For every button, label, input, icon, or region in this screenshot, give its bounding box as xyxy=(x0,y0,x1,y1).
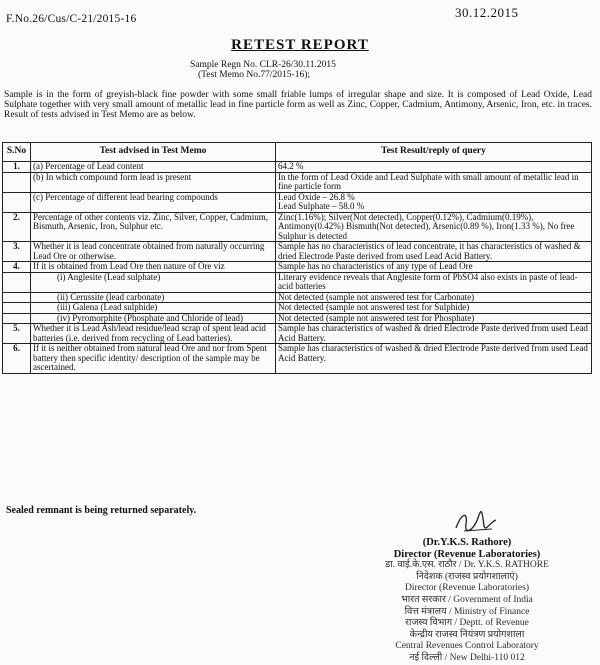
row-result: 64.2 % xyxy=(276,162,592,173)
report-date: 30.12.2015 xyxy=(455,5,519,20)
row-sno xyxy=(3,303,31,314)
table-row xyxy=(3,303,592,314)
row-result: Sample has no characteristics of any type of Lead Ore xyxy=(276,262,592,273)
row-result: Lead Oxide – 26.8 % Lead Sulphate – 58.0 % xyxy=(276,192,592,212)
header-sno: S.No xyxy=(3,143,31,162)
row-test: Whether it is lead concentrate obtained from naturally occurring Lead Ore or otherwise. xyxy=(31,242,276,262)
row-sno: 6. xyxy=(3,344,31,374)
test-memo-no: (Test Memo No.77/2015-16); xyxy=(198,70,311,80)
row-test: (iii) Galena (Lead sulphide) xyxy=(31,303,276,314)
table-row xyxy=(3,344,592,374)
file-number: F.No.26/Cus/C-21/2015-16 xyxy=(6,13,137,25)
row-test: (c) Percentage of different lead bearing compounds xyxy=(31,192,276,212)
row-test: (iv) Pyromorphite (Phosphate and Chloride of lead) xyxy=(31,313,276,324)
row-result: Not detected (sample not answered test for Phosphate) xyxy=(276,313,592,324)
stamp-line: राजस्व विभाग / Deptt. of Revenue xyxy=(405,618,529,629)
row-result: In the form of Lead Oxide and Lead Sulphate with small amount of metallic lead in fine particle form xyxy=(276,172,592,192)
row-test: Percentage of other contents viz. Zinc, Silver, Copper, Cadmium, Bismuth, Arsenic, Iron, Sulphur etc. xyxy=(31,212,276,242)
header-result: Test Result/reply of query xyxy=(276,143,592,162)
table-row xyxy=(3,242,592,262)
signatory-name: (Dr.Y.K.S. Rathore) xyxy=(422,537,512,548)
stamp-line: Director (Revenue Laboratories) xyxy=(405,583,529,594)
table-row xyxy=(3,324,592,344)
table-row xyxy=(3,212,592,242)
stamp-line: भारत सरकार / Government of India xyxy=(401,594,533,605)
official-stamp xyxy=(342,560,592,664)
table-row xyxy=(3,162,592,173)
row-test: Whether it is Lead Ash/lead residue/lead scrap of spent lead acid batteries (i.e. derived from recycling of Lead batteries). xyxy=(31,324,276,344)
table-row xyxy=(3,262,592,273)
row-sno: 4. xyxy=(3,262,31,273)
row-result: Sample has characteristics of washed & dried Electrode Paste derived from used Lead Acid Battery. xyxy=(276,324,592,344)
row-result: Not detected (sample not answered test for Sulphide) xyxy=(276,303,592,314)
stamp-line: डा. वाई.के.एस. राठौर / Dr. Y.K.S. RATHORE xyxy=(385,560,549,571)
row-sno: 2. xyxy=(3,212,31,242)
sealed-remnant-note: Sealed remnant is being returned separately. xyxy=(6,505,197,516)
row-result: Zinc(1.16%); Silver(Not detected), Copper(0.12%), Cadmium(0.19%), Antimony(0.42%) Bismuth(Not detected), Arsenic(0.89 %), Iron(1.33 %), No free Sulphur is detected xyxy=(276,212,592,242)
signature-block xyxy=(342,537,592,665)
table-row xyxy=(3,313,592,324)
row-sno xyxy=(3,192,31,212)
stamp-line: Central Revenues Control Laboratory xyxy=(395,641,539,652)
results-table xyxy=(2,142,592,374)
row-test: If it is neither obtained from natural lead Ore and nor from Spent battery then specific identity/ description of the sample may be ascertained. xyxy=(31,344,276,374)
table-header-row xyxy=(3,143,592,162)
row-test: (i) Anglesite (Lead sulphate) xyxy=(31,272,276,292)
row-sno xyxy=(3,292,31,303)
table-body xyxy=(3,162,592,374)
handwritten-signature xyxy=(452,508,502,536)
row-sno xyxy=(3,313,31,324)
row-sno xyxy=(3,172,31,192)
report-title: RETEST REPORT xyxy=(231,37,369,53)
signatory-title: Director (Revenue Laboratories) xyxy=(393,548,541,560)
sample-registration xyxy=(190,60,336,80)
table-row xyxy=(3,292,592,303)
table-row xyxy=(3,272,592,292)
row-result: Literary evidence reveals that Anglesite form of PbSO4 also exists in paste of lead-acid batteries xyxy=(276,272,592,292)
row-test: (ii) Cerussite (lead carbonate) xyxy=(31,292,276,303)
row-result: Sample has characteristics of washed & dried Electrode Paste derived from used Lead Acid Battery. xyxy=(276,344,592,374)
sample-regn-no: Sample Regn No. CLR-26/30.11.2015 xyxy=(190,60,336,70)
row-sno: 5. xyxy=(3,324,31,344)
stamp-line: नई दिल्ली / New Delhi-110 012 xyxy=(409,652,525,663)
header-test: Test advised in Test Memo xyxy=(31,143,276,162)
row-test: If it is obtained from Lead Ore then nature of Ore viz xyxy=(31,262,276,273)
table-row xyxy=(3,172,592,192)
stamp-line: केन्द्रीय राजस्व नियंत्रण प्रयोगशाला xyxy=(409,629,525,640)
stamp-line: निदेशक (राजस्व प्रयोगशालाएं) xyxy=(416,571,518,582)
table-row xyxy=(3,192,592,212)
stamp-line: वित्त मंत्रालय / Ministry of Finance xyxy=(404,606,530,617)
row-sno: 1. xyxy=(3,162,31,173)
sample-description: Sample is in the form of greyish-black fine powder with some small friable lumps of irregular shape and size. It is composed of Lead Oxide, Lead Sulphate together with very small amount of metallic lead in fine particle form as well as Zinc, Copper, Cadmium, Antimony, Arsenic, Iron, etc. in traces. Result of tests advised in Test Memo are as below. xyxy=(4,90,592,120)
row-result: Not detected (sample not answered test for Carbonate) xyxy=(276,292,592,303)
row-test: (a) Percentage of Lead content xyxy=(31,162,276,173)
row-result: Sample has no characteristics of lead concentrate, it has characteristics of washed & dried Electrode Paste derived from used Lead Acid Battery. xyxy=(276,242,592,262)
row-sno xyxy=(3,272,31,292)
row-sno: 3. xyxy=(3,242,31,262)
row-test: (b) In which compound form lead is present xyxy=(31,172,276,192)
